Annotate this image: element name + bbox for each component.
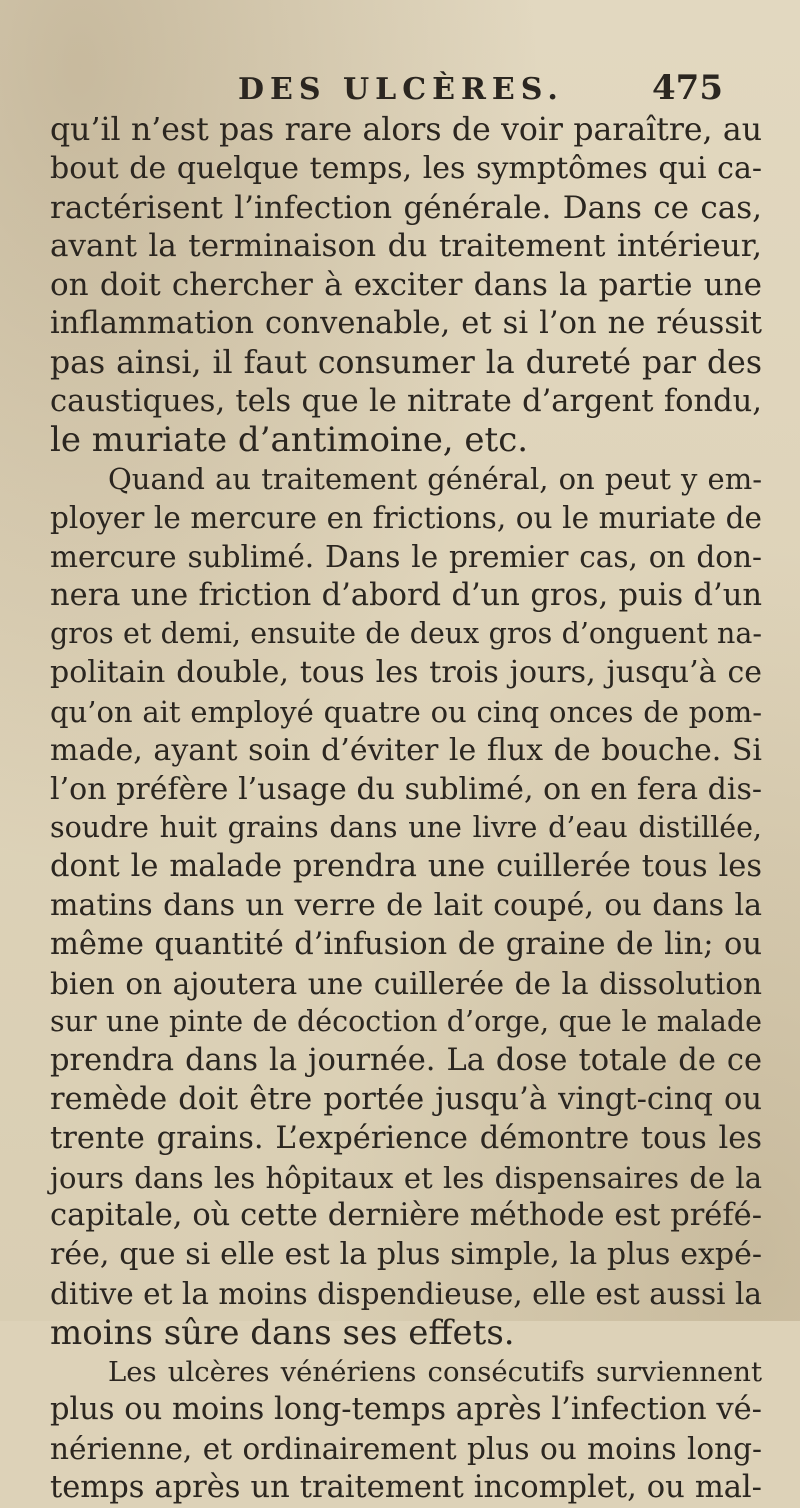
text-line: mercure sublimé. Dans le premier cas, on don- xyxy=(50,539,762,574)
text-line: remède doit être portée jusqu’à vingt-cinq ou xyxy=(50,1081,762,1117)
text-line: plus ou moins long-temps après l’infection vé- xyxy=(50,1392,762,1428)
text-line: nera une friction d’abord d’un gros, puis d’un xyxy=(50,577,762,613)
text-line: matins dans un verre de lait coupé, ou dans la xyxy=(50,887,762,923)
text-line: l’on préfère l’usage du sublimé, on en fera dis- xyxy=(50,771,762,807)
text-line: inflammation convenable, et si l’on ne réussit xyxy=(50,305,762,341)
text-line: jours dans les hôpitaux et les dispensaires de la xyxy=(50,1160,762,1195)
text-line: made, ayant soin d’éviter le flux de bouche. Si xyxy=(50,732,762,768)
text-line: gros et demi, ensuite de deux gros d’onguent na- xyxy=(50,617,762,651)
text-line: on doit chercher à exciter dans la partie une xyxy=(50,267,762,304)
paragraph-start-line: Quand au traitement général, on peut y em- xyxy=(108,462,762,497)
text-line: ditive et la moins dispendieuse, elle est aussi la xyxy=(50,1276,762,1311)
text-line: avant la terminaison du traitement intérieur, xyxy=(50,228,762,265)
text-line: dont le malade prendra une cuillerée tous les xyxy=(50,849,762,885)
text-line: pas ainsi, il faut consumer la dureté par des xyxy=(50,344,762,381)
text-line: nérienne, et ordinairement plus ou moins long- xyxy=(50,1432,762,1467)
text-line: le muriate d’antimoine, etc. xyxy=(50,420,529,461)
text-line: bien on ajoutera une cuillerée de la dissolution xyxy=(50,966,762,1001)
text-line: politain double, tous les trois jours, jusqu’à ce xyxy=(50,655,762,691)
body-text xyxy=(50,111,762,1508)
page-header xyxy=(0,68,800,112)
text-line: qu’il n’est pas rare alors de voir paraître, au xyxy=(50,112,762,148)
text-line: trente grains. L’expérience démontre tous les xyxy=(50,1120,762,1156)
text-line: soudre huit grains dans une livre d’eau distillée, xyxy=(50,811,762,845)
text-line: ractérisent l’infection générale. Dans ce cas, xyxy=(50,189,762,226)
paragraph-start-line: Les ulcères vénériens consécutifs surviennent xyxy=(108,1355,762,1388)
text-line: temps après un traitement incomplet, ou mal- xyxy=(50,1469,762,1505)
text-line: ployer le mercure en frictions, ou le muriate de xyxy=(50,500,762,535)
text-line: rée, que si elle est la plus simple, la plus expé- xyxy=(50,1237,762,1273)
text-line: qu’on ait employé quatre ou cinq onces de pom- xyxy=(50,694,762,729)
page-number: 475 xyxy=(652,68,723,108)
text-line: moins sûre dans ses effets. xyxy=(50,1312,515,1353)
text-line: sur une pinte de décoction d’orge, que le malade xyxy=(50,1005,762,1039)
text-line: prendra dans la journée. La dose totale de ce xyxy=(50,1043,762,1079)
text-line: caustiques, tels que le nitrate d’argent fondu, xyxy=(50,383,762,419)
running-head: DES ULCÈRES. xyxy=(238,72,564,107)
text-line: capitale, où cette dernière méthode est préfé- xyxy=(50,1198,762,1234)
text-line: même quantité d’infusion de graine de lin; ou xyxy=(50,926,762,962)
text-line: bout de quelque temps, les symptômes qui ca- xyxy=(50,150,762,186)
